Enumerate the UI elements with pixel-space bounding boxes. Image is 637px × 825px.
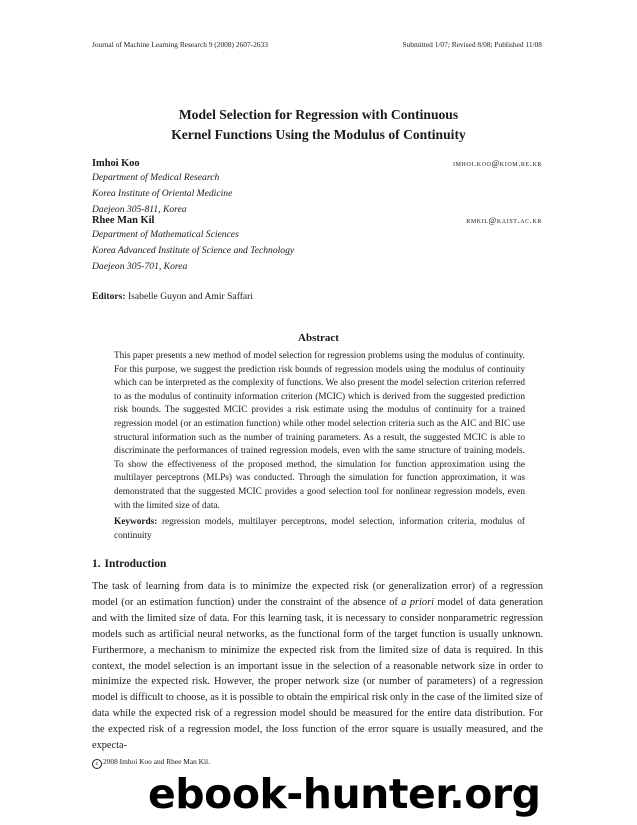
keywords-text: regression models, multilayer perceptrons, model selection, information criteria, modulus of continuity [114,517,525,541]
title-line-1: Model Selection for Regression with Continuous [178,107,459,122]
copyright-icon: c [92,759,102,769]
paper-title [0,105,637,145]
introduction-text [92,579,543,754]
affiliation-line: Korea Advanced Institute of Science and Technology [92,244,295,256]
intro-paragraph [92,579,543,754]
title-line-2: Kernel Functions Using the Modulus of Continuity [171,127,466,142]
editors-label: Editors: [92,291,126,302]
author-email-1[interactable]: imhoi.koo@kiom.re.kr [453,159,542,168]
abstract-body [114,350,525,543]
affiliation-line: Daejeon 305-811, Korea [92,203,187,215]
abstract-heading: Abstract [298,332,339,344]
affiliation-line: Daejeon 305-701, Korea [92,260,188,272]
section-number: 1. [92,558,101,570]
author-affiliation-1 [92,170,232,217]
author-name-1: Imhoi Koo [92,158,140,169]
editors-names: Isabelle Guyon and Amir Saffari [127,291,254,302]
keywords [114,516,525,543]
submission-dates: Submitted 1/07; Revised 8/08; Published 11/08 [402,40,542,49]
affiliation-line: Department of Medical Research [92,172,220,183]
affiliation-line: Korea Institute of Oriental Medicine [92,187,233,199]
keywords-label: Keywords: [114,517,158,528]
author-affiliation-2 [92,227,294,274]
intro-part-1: The task of learning from data is to minimize the expected risk (or generalization error) of a regression model (or an estimation function) under the constraint of the absence of [92,581,543,608]
copyright-notice [92,757,210,769]
affiliation-line: Department of Mathematical Sciences [92,229,239,240]
intro-part-2: model of data generation and with the limited size of data. For this learning task, it is necessary to consider nonparametric regression models such as artificial neural networks, as the functional form of the target function is usually unknown. Furthermore, a mechanism to minimize the expected risk from the limited size of data is required. In this context, the model selection is an important issue in the selection of a reasonable network size in order to minimize the expected risk. However, the proper network size (or number of parameters) of a regression model is difficult to choose, as it is possible to obtain the empirical risk only in the case of the limited size of data while the expected risk of a regression model should be measured for the entire data distribution. For the expected risk of a regression model, the loss function of the error square is usually measured, and the expecta- [92,596,543,752]
intro-emphasis: a priori [401,596,434,608]
author-email-2[interactable]: rmkil@kaist.ac.kr [466,216,542,225]
section-heading [92,558,170,570]
watermark: ebook-hunter.org [148,770,541,818]
copyright-text: 2008 Imhoi Koo and Rhee Man Kil. [103,757,210,766]
section-title: Introduction [104,558,167,570]
editors [92,291,253,302]
abstract-text: This paper presents a new method of model selection for regression problems using the modulus of continuity. For this purpose, we suggest the prediction risk bounds of regression models using the modulus of continuity which can be interpreted as the complexity of functions. We also present the model selection criterion referred to as the modulus of continuity information criterion (MCIC) which is derived from the suggested prediction risk bounds. The suggested MCIC provides a risk estimate using the modulus of continuity for a trained regression model (or an estimation function) while other model selection criteria such as the AIC and BIC use structural information such as the number of training parameters. As a result, the suggested MCIC is able to discriminate the performances of trained regression models, even with the same structure of training models. To show the effectiveness of the proposed method, the simulation for function approximation using the multilayer perceptrons (MLPs) was conducted. Through the simulation for function approximation, it was demonstrated that the suggested MCIC provides a good selection tool for nonlinear regression models, even with the limited size of data. [114,351,525,511]
journal-header: Journal of Machine Learning Research 9 (2008) 2607-2633 [92,40,268,49]
author-name-2: Rhee Man Kil [92,215,155,226]
